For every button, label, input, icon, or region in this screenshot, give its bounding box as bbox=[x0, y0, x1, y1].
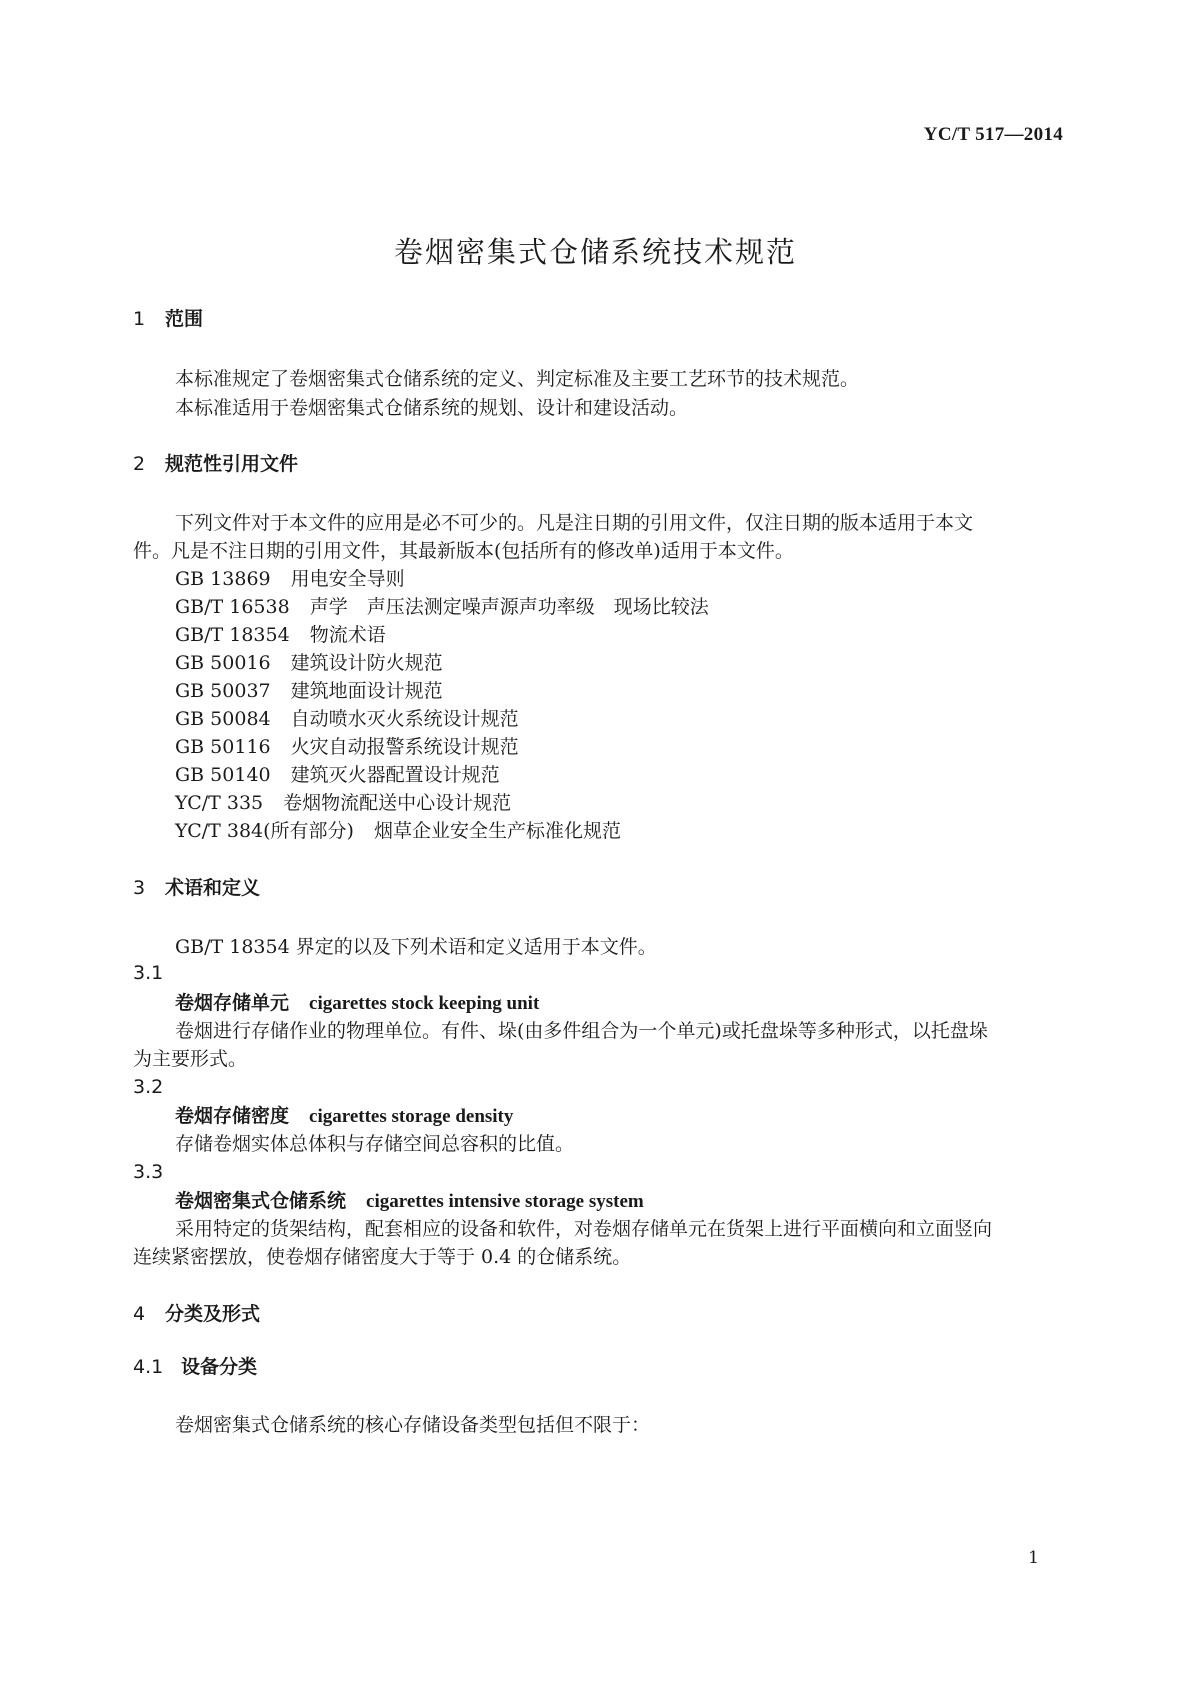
reference-code: GB 13869 bbox=[175, 568, 271, 590]
term-name bbox=[175, 1189, 644, 1214]
document-title: 卷烟密集式仓储系统技术规范 bbox=[393, 235, 797, 269]
term-definition: 采用特定的货架结构，配套相应的设备和软件，对卷烟存储单元在货架上进行平面横向和立面竖向 bbox=[175, 1218, 993, 1240]
term-definition-continuation: 连续紧密摆放，使卷烟存储密度大于等于 0.4 的仓储系统。 bbox=[133, 1246, 632, 1268]
reference-title: 卷烟物流配送中心设计规范 bbox=[283, 792, 512, 814]
page-number: 1 bbox=[1028, 1548, 1039, 1568]
term-name bbox=[175, 991, 539, 1016]
paragraph: 本标准规定了卷烟密集式仓储系统的定义、判定标准及主要工艺环节的技术规范。 bbox=[175, 368, 860, 390]
reference-item bbox=[175, 595, 709, 619]
reference-title: 火灾自动报警系统设计规范 bbox=[290, 736, 519, 758]
reference-code: GB/T 18354 bbox=[175, 624, 290, 646]
reference-title: 建筑灭火器配置设计规范 bbox=[290, 764, 500, 786]
section-3-heading bbox=[133, 876, 260, 900]
reference-item bbox=[175, 763, 500, 787]
term-number: 3.3 bbox=[133, 1161, 164, 1183]
reference-item bbox=[175, 707, 519, 731]
paragraph: 本标准适用于卷烟密集式仓储系统的规划、设计和建设活动。 bbox=[175, 397, 689, 419]
term-name-en: cigarettes intensive storage system bbox=[366, 1191, 644, 1212]
reference-title: 用电安全导则 bbox=[290, 568, 405, 590]
reference-code: GB 50116 bbox=[175, 736, 271, 758]
term-name-cn: 卷烟密集式仓储系统 bbox=[175, 1190, 347, 1212]
term-number: 3.1 bbox=[133, 962, 164, 984]
paragraph: 下列文件对于本文件的应用是必不可少的。凡是注日期的引用文件，仅注日期的版本适用于本文 bbox=[175, 512, 974, 534]
subsection-title: 设备分类 bbox=[181, 1356, 258, 1378]
reference-title: 建筑地面设计规范 bbox=[290, 680, 443, 702]
reference-item bbox=[175, 735, 519, 759]
reference-item bbox=[175, 679, 443, 703]
reference-code: YC/T 384(所有部分) bbox=[175, 820, 354, 842]
section-title: 范围 bbox=[165, 308, 204, 330]
paragraph: GB/T 18354 界定的以及下列术语和定义适用于本文件。 bbox=[175, 936, 657, 958]
section-number: 2 bbox=[133, 453, 146, 475]
reference-code: GB 50016 bbox=[175, 652, 271, 674]
reference-code: GB 50140 bbox=[175, 764, 271, 786]
term-definition: 卷烟进行存储作业的物理单位。有件、垛(由多件组合为一个单元)或托盘垛等多种形式，以托盘垛 bbox=[175, 1020, 988, 1042]
term-name bbox=[175, 1104, 513, 1129]
section-2-heading bbox=[133, 452, 298, 476]
reference-title: 烟草企业安全生产标准化规范 bbox=[373, 820, 621, 842]
subsection-number: 4.1 bbox=[133, 1356, 164, 1378]
reference-item bbox=[175, 651, 443, 675]
section-number: 1 bbox=[133, 308, 146, 330]
section-1-heading bbox=[133, 307, 203, 331]
reference-title: 自动喷水灭火系统设计规范 bbox=[290, 708, 519, 730]
term-name-cn: 卷烟存储密度 bbox=[175, 1105, 290, 1127]
subsection-4-1-heading bbox=[133, 1355, 257, 1379]
term-definition-continuation: 为主要形式。 bbox=[133, 1048, 248, 1070]
paragraph: 卷烟密集式仓储系统的核心存储设备类型包括但不限于： bbox=[175, 1414, 651, 1436]
section-title: 术语和定义 bbox=[165, 877, 261, 899]
paragraph-continuation: 件。凡是不注日期的引用文件，其最新版本(包括所有的修改单)适用于本文件。 bbox=[133, 540, 794, 562]
reference-title: 建筑设计防火规范 bbox=[290, 652, 443, 674]
standard-code: YC/T 517—2014 bbox=[923, 124, 1063, 145]
reference-code: GB 50037 bbox=[175, 680, 271, 702]
section-number: 4 bbox=[133, 1303, 146, 1325]
term-name-en: cigarettes stock keeping unit bbox=[309, 993, 540, 1014]
reference-code: GB/T 16538 bbox=[175, 596, 290, 618]
reference-item bbox=[175, 791, 511, 815]
reference-code: GB 50084 bbox=[175, 708, 271, 730]
reference-item bbox=[175, 567, 405, 591]
section-4-heading bbox=[133, 1302, 260, 1326]
term-name-en: cigarettes storage density bbox=[309, 1106, 514, 1127]
reference-item bbox=[175, 819, 621, 843]
reference-title: 声学 声压法测定噪声源声功率级 现场比较法 bbox=[309, 596, 709, 618]
section-title: 分类及形式 bbox=[165, 1303, 261, 1325]
reference-title: 物流术语 bbox=[309, 624, 386, 646]
reference-item bbox=[175, 623, 386, 647]
term-name-cn: 卷烟存储单元 bbox=[175, 992, 290, 1014]
term-number: 3.2 bbox=[133, 1076, 164, 1098]
section-number: 3 bbox=[133, 877, 146, 899]
reference-code: YC/T 335 bbox=[175, 792, 264, 814]
section-title: 规范性引用文件 bbox=[165, 453, 299, 475]
term-definition: 存储卷烟实体总体积与存储空间总容积的比值。 bbox=[175, 1133, 575, 1155]
